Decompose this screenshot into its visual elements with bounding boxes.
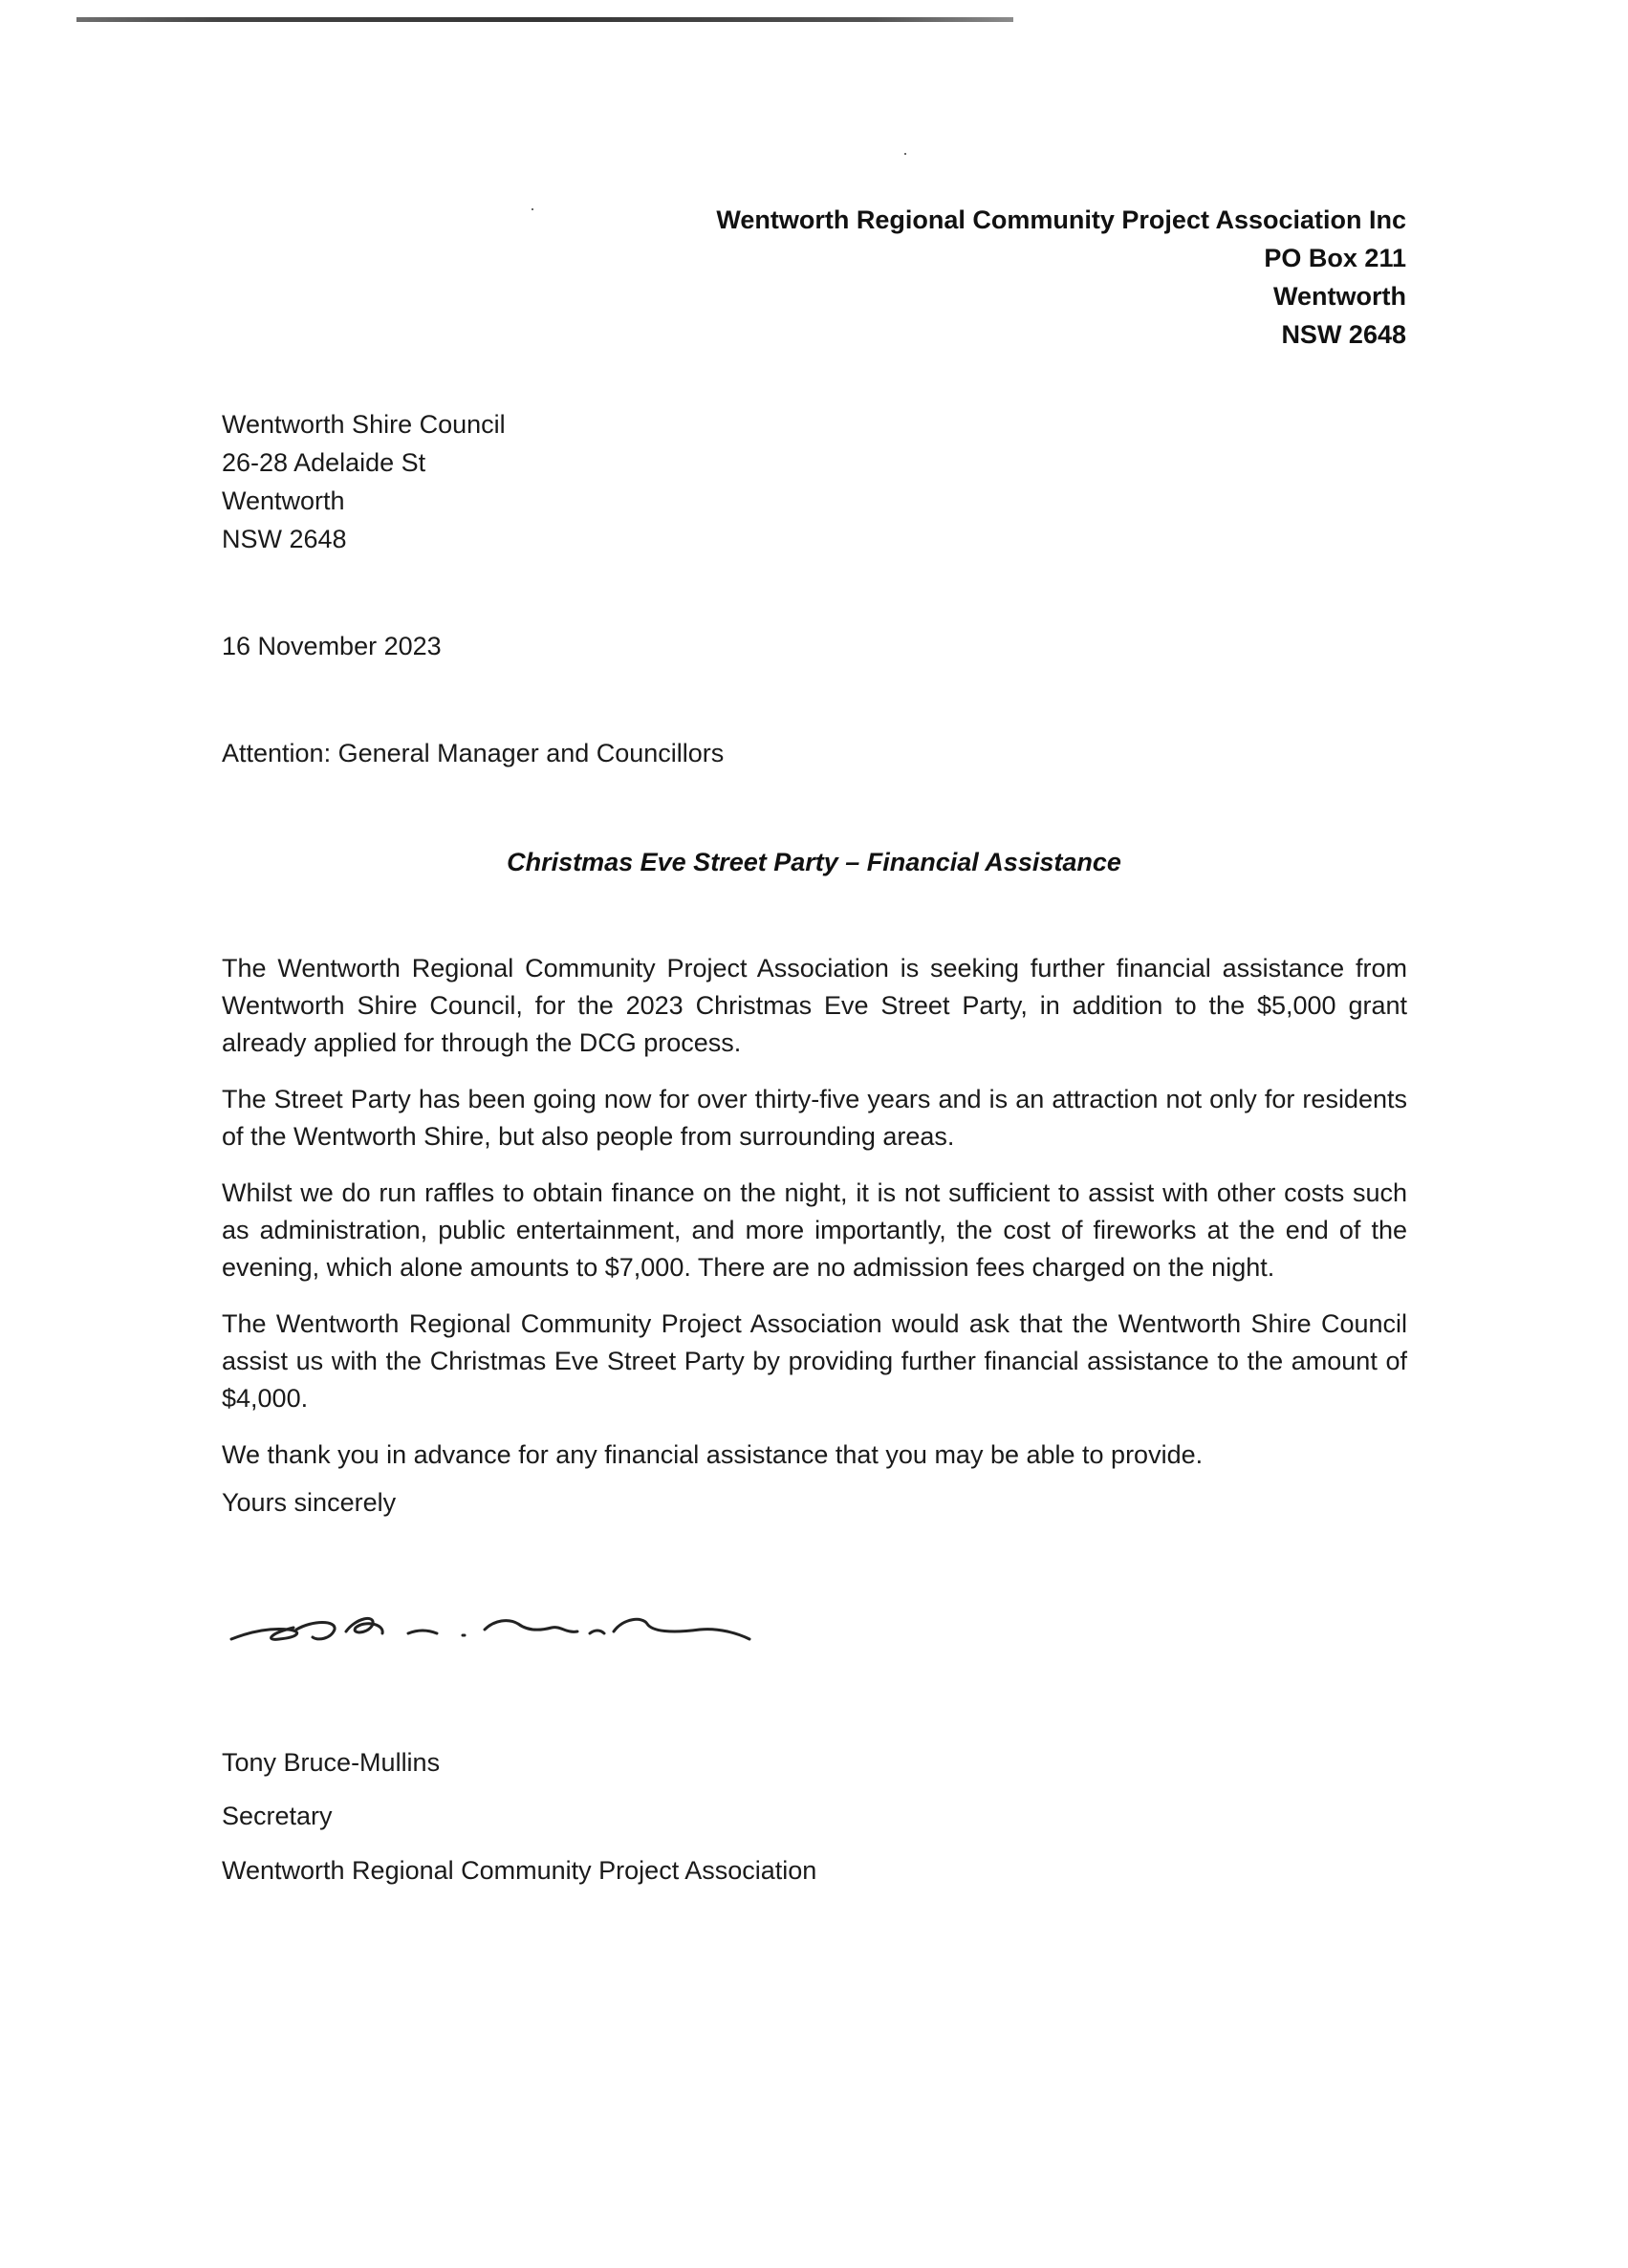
recipient-state-postcode: NSW 2648 (222, 525, 347, 553)
recipient-street: 26-28 Adelaide St (222, 448, 426, 477)
signatory-organisation: Wentworth Regional Community Project Association (222, 1856, 817, 1885)
scan-speck (532, 208, 533, 210)
sender-name: Wentworth Regional Community Project Association Inc (716, 205, 1406, 234)
body-paragraph: The Wentworth Regional Community Project Association is seeking further financial assistance from Wentworth Shire Council, for the 2023 Christmas Eve Street Party, in addition to the $5,000 grant already applied for through the DCG process. (222, 954, 1407, 1057)
body-paragraph: The Street Party has been going now for over thirty-five years and is an attraction not only for residents of the Wentworth Shire, but also people from surrounding areas. (222, 1085, 1407, 1151)
recipient-address (222, 405, 506, 558)
sender-town: Wentworth (1273, 282, 1406, 311)
attention-line: Attention: General Manager and Councillors (222, 739, 725, 767)
letter-body (222, 950, 1407, 1493)
handwritten-signature (222, 1591, 757, 1668)
signatory-title: Secretary (222, 1802, 333, 1830)
recipient-town: Wentworth (222, 486, 345, 515)
letter-date: 16 November 2023 (222, 632, 442, 660)
closing-salutation: Yours sincerely (222, 1488, 397, 1517)
scan-speck (904, 153, 906, 155)
signatory-name: Tony Bruce-Mullins (222, 1748, 441, 1777)
subject-heading: Christmas Eve Street Party – Financial Assistance (507, 848, 1121, 876)
recipient-name: Wentworth Shire Council (222, 410, 506, 439)
sender-po-box: PO Box 211 (1264, 244, 1406, 272)
body-paragraph: The Wentworth Regional Community Project Association would ask that the Wentworth Shire Council assist us with the Christmas Eve Street Party by providing further financial assistance to the amount of $4,000. (222, 1309, 1407, 1413)
scan-edge-line (76, 17, 1013, 22)
body-paragraph: We thank you in advance for any financial assistance that you may be able to provide. (222, 1440, 1204, 1469)
body-paragraph: Whilst we do run raffles to obtain finance on the night, it is not sufficient to assist with other costs such as administration, public entertainment, and more importantly, the cost of fireworks at the end of the evening, which alone amounts to $7,000. There are no admission fees charged on the night. (222, 1178, 1407, 1282)
sender-state-postcode: NSW 2648 (1281, 320, 1406, 349)
sender-address (716, 201, 1406, 354)
